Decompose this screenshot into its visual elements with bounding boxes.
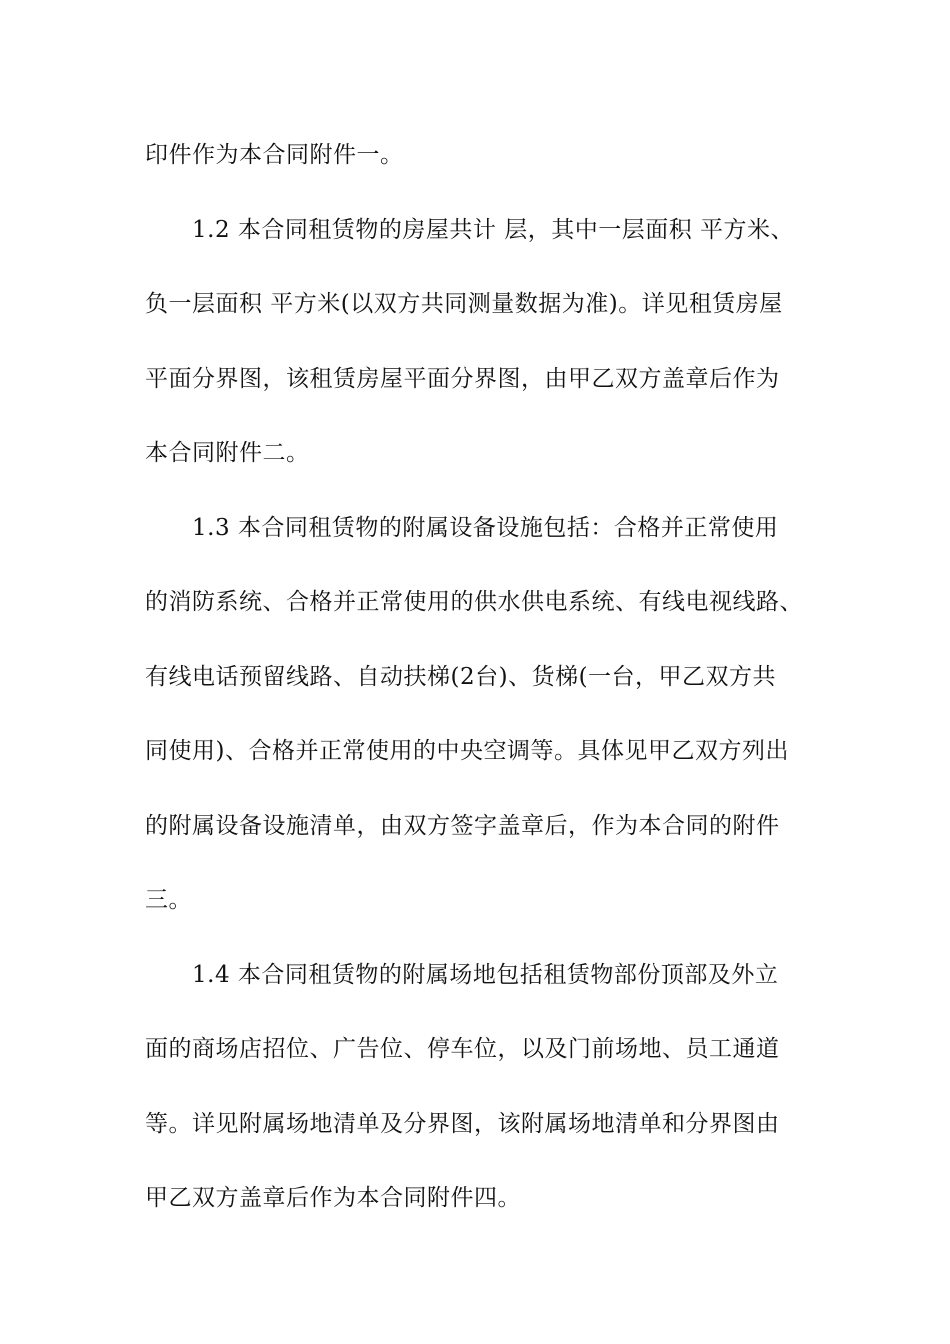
clause-1-4-line-4: 甲乙双方盖章后作为本合同附件四。 bbox=[145, 1185, 521, 1211]
clause-1-4-line-3: 等。详见附属场地清单及分界图，该附属场地清单和分界图由 bbox=[145, 1111, 780, 1137]
clause-1-3-line-1: 1.3 本合同租赁物的附属设备设施包括：合格并正常使用 bbox=[192, 515, 779, 541]
clause-1-4-line-2: 面的商场店招位、广告位、停车位，以及门前场地、员工通道 bbox=[145, 1036, 780, 1062]
clause-1-3-line-3: 有线电话预留线路、自动扶梯(2台)、货梯(一台，甲乙双方共 bbox=[145, 664, 777, 690]
clause-1-3-line-6: 三。 bbox=[145, 887, 192, 913]
clause-1-3-line-4: 同使用)、合格并正常使用的中央空调等。具体见甲乙双方列出 bbox=[145, 738, 789, 764]
clause-1-4-line-1: 1.4 本合同租赁物的附属场地包括租赁物部份顶部及外立 bbox=[192, 962, 779, 988]
clause-1-3-line-2: 的消防系统、合格并正常使用的供水供电系统、有线电视线路、 bbox=[145, 589, 803, 615]
text-line-1: 印件作为本合同附件一。 bbox=[145, 142, 404, 168]
clause-1-2-line-4: 本合同附件二。 bbox=[145, 440, 310, 466]
clause-1-3-line-5: 的附属设备设施清单，由双方签字盖章后，作为本合同的附件 bbox=[145, 813, 780, 839]
clause-1-2-line-2: 负一层面积 平方米(以双方共同测量数据为准)。详见租赁房屋 bbox=[145, 291, 783, 317]
clause-1-2-line-3: 平面分界图，该租赁房屋平面分界图，由甲乙双方盖章后作为 bbox=[145, 366, 780, 392]
clause-1-2-line-1: 1.2 本合同租赁物的房屋共计 层，其中一层面积 平方米、 bbox=[192, 217, 795, 243]
